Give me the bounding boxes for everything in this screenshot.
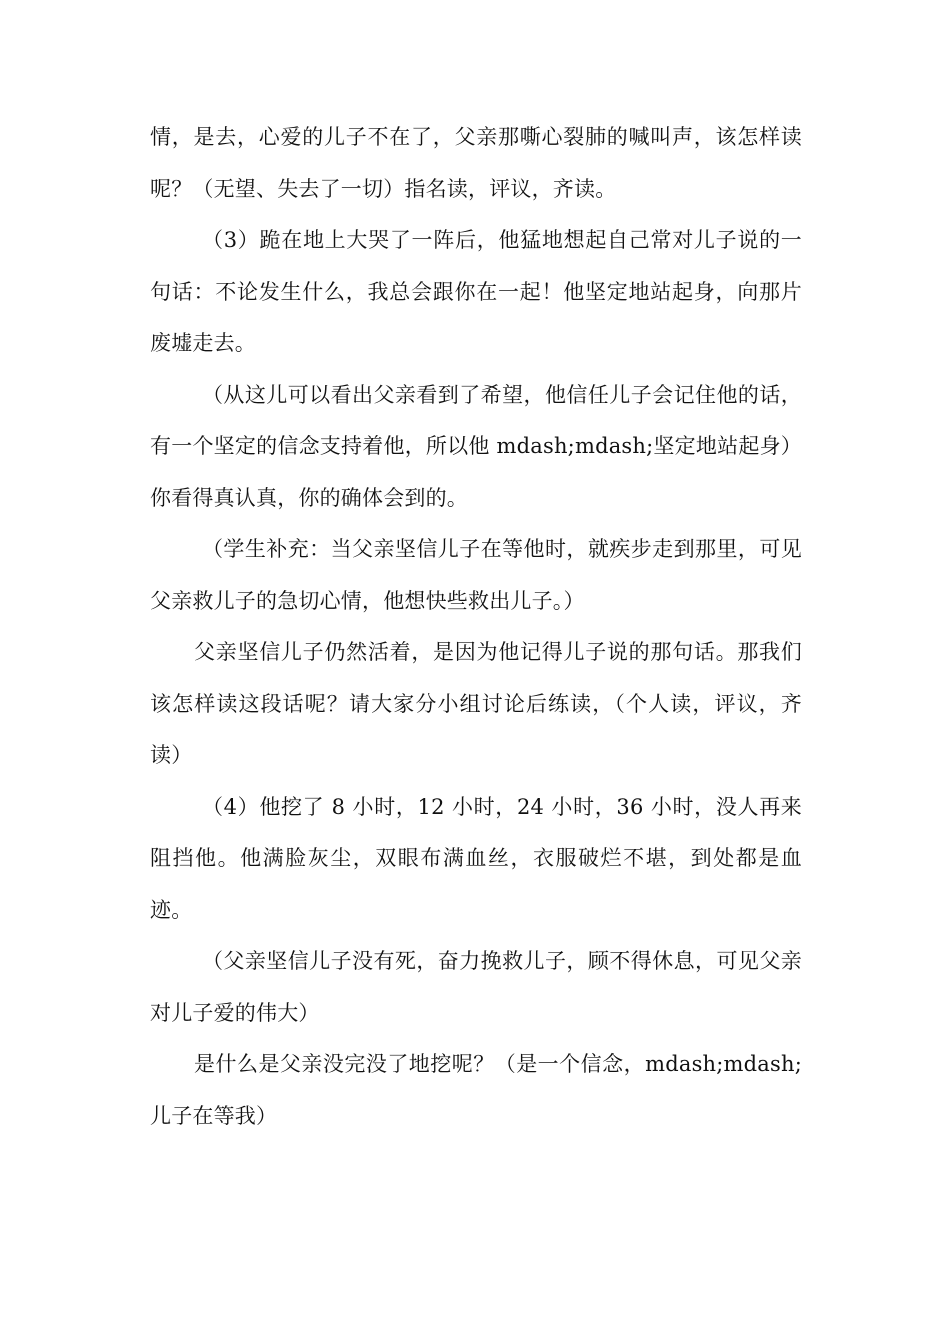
paragraph-analysis-love: （父亲坚信儿子没有死，奋力挽救儿子，顾不得休息，可见父亲对儿子爱的伟大） <box>150 949 802 1025</box>
paragraph-continuation: 情，是去，心爱的儿子不在了，父亲那嘶心裂肺的喊叫声，该怎样读呢？（无望、失去了一切）指名读，评议，齐读。 <box>150 125 802 201</box>
paragraph-step-3: （3）跪在地上大哭了一阵后，他猛地想起自己常对儿子说的一句话：不论发生什么，我总会跟你在一起！他坚定地站起身，向那片废墟走去。 <box>150 228 802 355</box>
paragraph-group-reading: 父亲坚信儿子仍然活着，是因为他记得儿子说的那句话。那我们该怎样读这段话呢？请大家分小组讨论后练读，（个人读，评议，齐读） <box>150 640 802 767</box>
paragraph-student-supplement: （学生补充：当父亲坚信儿子在等他时，就疾步走到那里，可见父亲救儿子的急切心情，他想快些救出儿子。） <box>150 537 802 613</box>
paragraph-analysis-hope: （从这儿可以看出父亲看到了希望，他信任儿子会记住他的话，有一个坚定的信念支持着他，所以他 mdash;mdash;坚定地站起身）你看得真认真，你的确体会到的。 <box>150 382 802 510</box>
document-body <box>150 112 802 1142</box>
paragraph-question: 是什么是父亲没完没了地挖呢？（是一个信念，mdash;mdash;儿子在等我） <box>150 1052 802 1128</box>
paragraph-step-4: （4）他挖了 8 小时，12 小时，24 小时，36 小时，没人再来阻挡他。他满脸灰尘，双眼布满血丝，衣服破烂不堪，到处都是血迹。 <box>150 794 802 922</box>
